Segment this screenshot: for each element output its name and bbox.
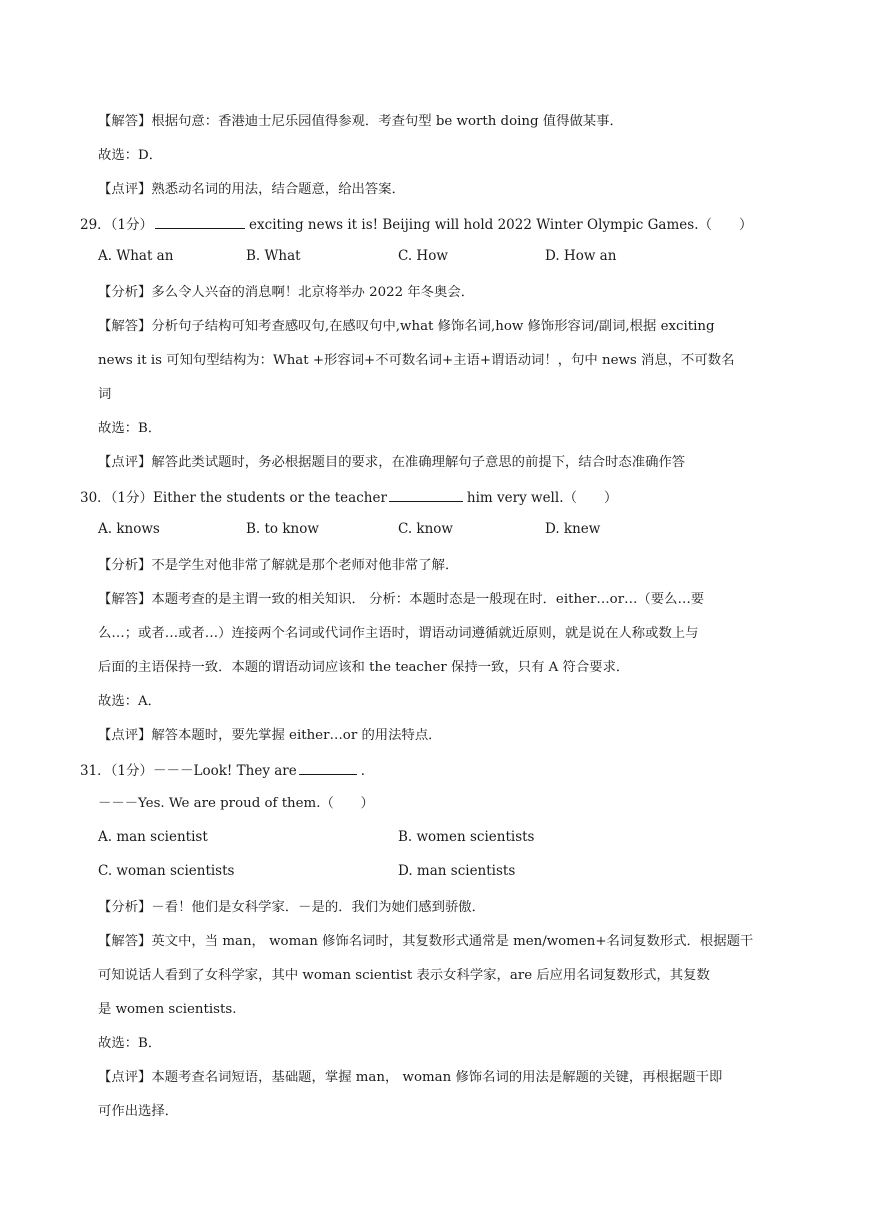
q30-option-d: D. knew <box>545 521 601 537</box>
q29-stem-text: exciting news it is! Beijing will hold 2022 Winter Olympic Games.（ ） <box>249 217 753 233</box>
q28-comment: 【点评】熟悉动名词的用法，结合题意，给出答案． <box>98 182 405 197</box>
q31-stem-after: ． <box>360 763 375 779</box>
q29-choice: 故选：B． <box>98 421 162 436</box>
q31-comment-line-2: 可作出选择． <box>98 1104 179 1119</box>
q29-option-b: B. What <box>246 248 301 264</box>
q31-answer-line-3: 是 women scientists. <box>98 1002 237 1017</box>
q30-stem-after: him very well.（ ） <box>466 490 618 506</box>
q31-stem-line-2: －－－Yes. We are proud of them.（ ） <box>98 796 374 811</box>
q29-analysis: 【分析】多么令人兴奋的消息啊！北京将举办 2022 年冬奥会． <box>98 285 475 300</box>
q30-answer-line-2: 么…；或者…或者…）连接两个名词或代词作主语时，谓语动词遵循就近原则，就是说在人称或数上与 <box>98 626 699 641</box>
q30-answer-line-1: 【解答】本题考查的是主谓一致的相关知识． 分析：本题时态是一般现在时．either…or…（要么…要 <box>98 592 705 607</box>
q31-option-b: B. women scientists <box>398 829 535 845</box>
q31-answer-blank <box>299 760 357 775</box>
q29-option-d: D. How an <box>545 248 617 264</box>
q29-option-c: C. How <box>398 248 448 264</box>
q31-stem-before: －－－Look! They are <box>153 763 297 779</box>
q29-answer-line-2: news it is 可知句型结构为：What +形容词+不可数名词+主语+谓语动词！，句中 news 消息，不可数名 <box>98 353 735 368</box>
q30-option-a: A. knows <box>98 521 160 537</box>
q31-answer-line-2: 可知说话人看到了女科学家，其中 woman scientist 表示女科学家，are 后应用名词复数形式，其复数 <box>98 968 710 983</box>
q29-option-a: A. What an <box>98 248 174 264</box>
q31-number: 31．（1分） <box>80 763 154 779</box>
q28-answer: 【解答】根据句意：香港迪士尼乐园值得参观．考查句型 be worth doing 值得做某事． <box>98 114 623 129</box>
q31-answer-line-1: 【解答】英文中，当 man， woman 修饰名词时，其复数形式通常是 men/women+名词复数形式．根据题干 <box>98 934 754 949</box>
q30-option-c: C. know <box>398 521 453 537</box>
q29-number: 29．（1分） <box>80 217 154 233</box>
q30-answer-blank <box>389 487 463 502</box>
q31-comment-line-1: 【点评】本题考查名词短语，基础题，掌握 man， woman 修饰名词的用法是解题的关键，再根据题干即 <box>98 1070 723 1085</box>
q29-answer-line-3: 词 <box>98 387 112 402</box>
q30-comment: 【点评】解答本题时，要先掌握 either…or 的用法特点． <box>98 728 442 743</box>
q31-analysis: 【分析】－看！他们是女科学家．－是的．我们为她们感到骄傲． <box>98 900 485 915</box>
q29-stem <box>80 214 780 234</box>
q30-choice: 故选：A． <box>98 694 162 709</box>
q31-option-c: C. woman scientists <box>98 863 235 879</box>
q29-answer-line-1: 【解答】分析句子结构可知考查感叹句,在感叹句中,what 修饰名词,how 修饰形容词/副词,根据 exciting <box>98 319 715 334</box>
q30-stem-before: Either the students or the teacher <box>153 490 387 506</box>
q28-choice: 故选：D． <box>98 148 163 163</box>
q30-number: 30．（1分） <box>80 490 154 506</box>
q31-option-a: A. man scientist <box>98 829 208 845</box>
q31-option-d: D. man scientists <box>398 863 516 879</box>
q29-comment: 【点评】解答此类试题时，务必根据题目的要求，在准确理解句子意思的前提下，结合时态准确作答 <box>98 455 686 470</box>
q30-answer-line-3: 后面的主语保持一致．本题的谓语动词应该和 the teacher 保持一致，只有 A 符合要求． <box>98 660 630 675</box>
q29-answer-blank <box>155 214 245 229</box>
q30-stem <box>80 487 780 507</box>
q31-choice: 故选：B． <box>98 1036 162 1051</box>
q30-option-b: B. to know <box>246 521 319 537</box>
q31-stem <box>80 760 780 780</box>
q30-analysis: 【分析】不是学生对他非常了解就是那个老师对他非常了解． <box>98 558 459 573</box>
